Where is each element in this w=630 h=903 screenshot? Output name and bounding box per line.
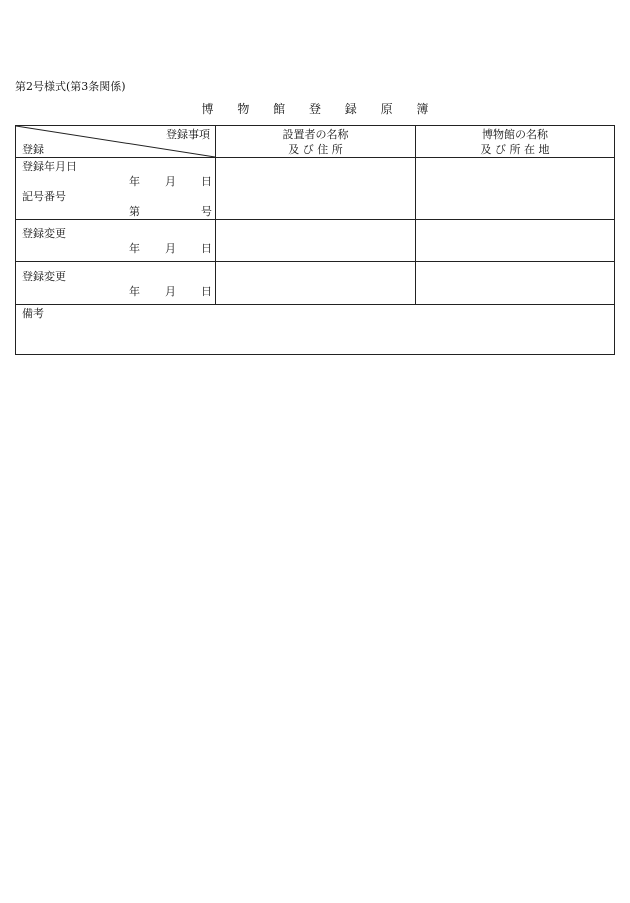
corner-bottom-label: 登録 — [22, 143, 44, 156]
change2-day: 日 — [201, 285, 212, 298]
document-title: 博 物 館 登 録 原 簿 — [201, 102, 439, 116]
change1-day: 日 — [201, 242, 212, 255]
registration-date-month: 月 — [165, 175, 176, 188]
row3-divider — [16, 304, 614, 305]
remarks-label: 備考 — [22, 307, 44, 320]
founder-header-line2: 及 び 住 所 — [288, 143, 343, 156]
change2-year: 年 — [129, 285, 140, 298]
museum-header-line2: 及 び 所 在 地 — [480, 143, 550, 156]
change1-label: 登録変更 — [22, 227, 66, 240]
registration-date-year: 年 — [129, 175, 140, 188]
museum-register-table — [15, 125, 615, 355]
change2-month: 月 — [165, 285, 176, 298]
form-number-label: 第2号様式(第3条関係) — [15, 80, 126, 93]
registration-number-suffix: 号 — [201, 205, 212, 218]
founder-header-line1: 設置者の名称 — [282, 128, 349, 141]
change2-label: 登録変更 — [22, 270, 66, 283]
change1-month: 月 — [165, 242, 176, 255]
row1-divider — [16, 219, 614, 220]
change1-year: 年 — [129, 242, 140, 255]
row2-divider — [16, 261, 614, 262]
registration-number-prefix: 第 — [129, 205, 140, 218]
registration-date-day: 日 — [201, 175, 212, 188]
registration-number-label: 記号番号 — [22, 190, 66, 203]
registration-date-label: 登録年月日 — [22, 160, 77, 173]
corner-top-label: 登録事項 — [166, 128, 210, 141]
museum-header-line1: 博物館の名称 — [482, 128, 548, 141]
